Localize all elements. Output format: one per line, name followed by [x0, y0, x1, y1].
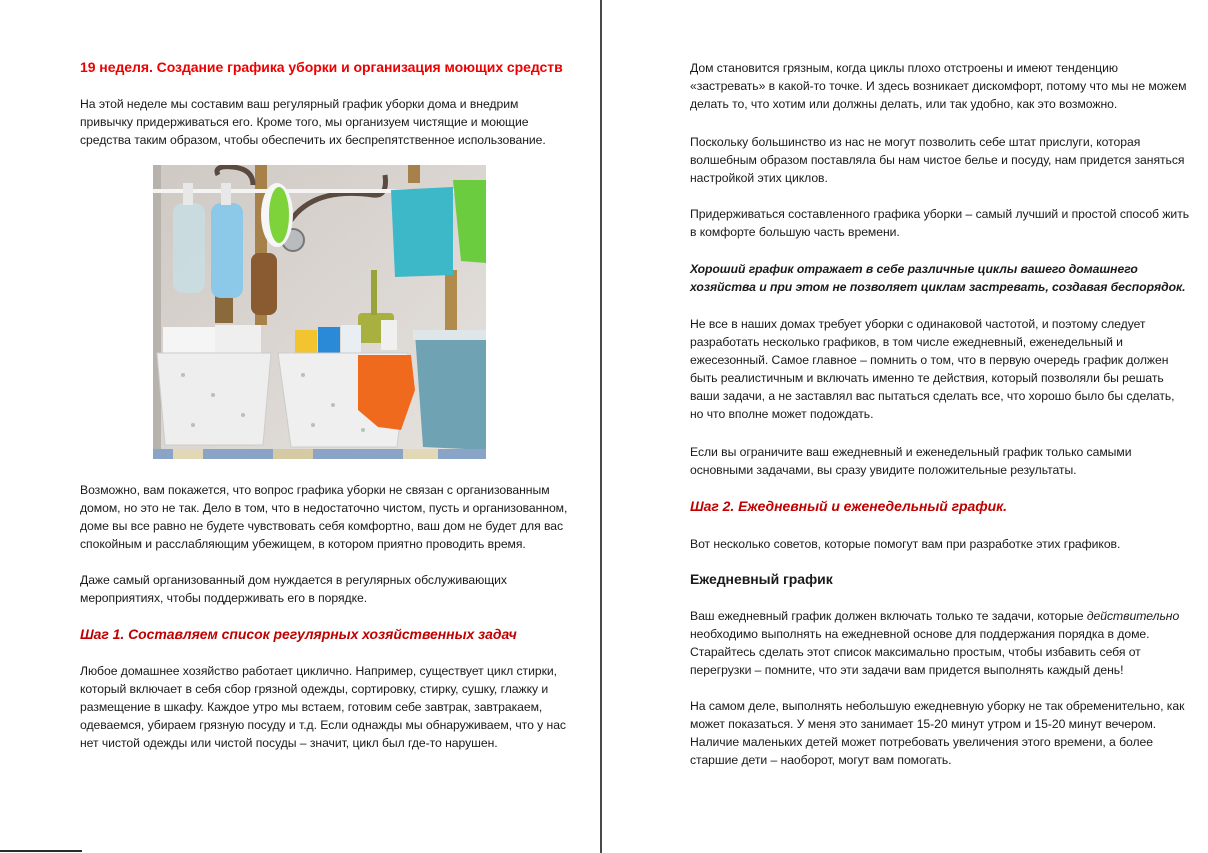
- page-edge-line: [0, 850, 82, 852]
- step1-block: [80, 625, 570, 643]
- emphasized-word: действительно: [1086, 609, 1180, 623]
- body-paragraph: На самом деле, выполнять небольшую ежедневную уборку не так обременительно, как может показаться. У меня это занимает 15-20 минут утром и 15-20 минут вечером. Наличие маленьких детей может потребовать увеличения этого времени, а более старшие дети – наоборот, могут вам помогать.: [690, 699, 1185, 767]
- right-page: [602, 0, 1208, 853]
- emphasis-paragraph: Хороший график отражает в себе различные циклы вашего домашнего хозяйства и при этом не позволяет циклам застревать, создавая беспорядок.: [690, 262, 1186, 294]
- body-paragraph: Возможно, вам покажется, что вопрос графика уборки не связан с организованным домом, но это не так. Дело в том, что в недостаточно чистом, пусть и организованном, доме вы все равно не будете чувствовать себя комфортно, ваш дом не будет для вас спокойным и расслабляющим убежищем, в котором приятно проводить время.: [80, 483, 568, 551]
- body-paragraph: Даже самый организованный дом нуждается в регулярных обслуживающих мероприятиях, чтобы поддерживать его в порядке.: [80, 573, 507, 605]
- body-paragraph: Любое домашнее хозяйство работает циклично. Например, существует цикл стирки, который включает в себя сбор грязной одежды, сортировку, стирку, сушку, глажку и размещение в шкафу. Каждое утро мы встаем, готовим себе завтрак, завтракаем, одеваемся, убираем грязную посуду и т.д. Если однажды мы обнаруживаем, что у нас нет чистой одежды или чистой посуды – значит, цикл был где-то нарушен.: [80, 664, 566, 750]
- right-paragraph-block-8: [690, 697, 1190, 769]
- left-column: [80, 58, 570, 76]
- paragraph-block-2: [80, 571, 570, 607]
- right-paragraph-block-3: [690, 205, 1190, 241]
- cleaning-supplies-photo: [153, 165, 486, 459]
- intro-paragraph: На этой неделе мы составим ваш регулярный график уборки дома и внедрим привычку придерживаться его. Кроме того, мы организуем чистящие и моющие средства таким образом, чтобы обеспечить их беспрепятственное использование.: [80, 97, 546, 147]
- daily-heading-block: [690, 570, 1190, 588]
- body-paragraph: Поскольку большинство из нас не могут позволить себе штат прислуги, которая волшебным образом поставляла бы нам чистое белье и посуду, нам придется заняться настройкой этих циклов.: [690, 135, 1185, 185]
- body-paragraph: Дом становится грязным, когда циклы плохо отстроены и имеют тенденцию «застревать» в какой-то точке. И здесь возникает дискомфорт, потому что мы не можем делать то, что хотим или должны делать, или так удобно, как это возможно.: [690, 61, 1187, 111]
- page-title: 19 неделя. Создание графика уборки и организация моющих средств: [80, 59, 563, 75]
- body-paragraph: Придерживаться составленного графика уборки – самый лучший и простой способ жить в комфорте большую часть времени.: [690, 207, 1190, 239]
- right-paragraph-block-4: [690, 315, 1190, 423]
- step1-heading: Шаг 1. Составляем список регулярных хозяйственных задач: [80, 626, 517, 642]
- photo-illustration: [153, 165, 486, 459]
- step2-block: [690, 497, 1190, 515]
- step2-heading: Шаг 2. Ежедневный и еженедельный график.: [690, 498, 1007, 514]
- paragraph-block-1: [80, 481, 570, 553]
- body-paragraph: Не все в наших домах требует уборки с одинаковой частотой, и поэтому следует разработать несколько графиков, в том числе ежедневный, еженедельный и ежесезонный. Самое главное – помнить о том, что в первую очередь график должен быть реалистичным и включать именно те действия, который позволяли бы решать ваши задачи, а не заставлял вас пытаться сделать все, что хорошо было бы сделать, но что вполне может подождать.: [690, 317, 1175, 421]
- daily-schedule-heading: Ежедневный график: [690, 571, 833, 587]
- body-paragraph: [690, 607, 1190, 679]
- paragraph-block-3: [80, 662, 570, 752]
- right-paragraph-block-6: [690, 535, 1190, 553]
- text-run: Ваш ежедневный график должен включать только те задачи, которые: [690, 609, 1087, 623]
- left-page: [0, 0, 600, 853]
- right-paragraph-block-2: [690, 133, 1190, 187]
- right-paragraph-block-7: [690, 607, 1190, 679]
- intro-block: [80, 95, 570, 149]
- right-paragraph-block-1: [690, 59, 1190, 113]
- body-paragraph: Вот несколько советов, которые помогут вам при разработке этих графиков.: [690, 537, 1121, 551]
- text-run: необходимо выполнять на ежедневной основе для поддержания порядка в доме. Старайтесь сделать этот список максимально простым, чтобы избавить себя от перегрузки – помните, что эти задачи вам придется выполнять каждый день!: [690, 627, 1150, 677]
- body-paragraph: Если вы ограничите ваш ежедневный и еженедельный график только самыми основными задачами, вы сразу увидите положительные результаты.: [690, 445, 1132, 477]
- emphasis-block: [690, 260, 1190, 296]
- right-paragraph-block-5: [690, 443, 1190, 479]
